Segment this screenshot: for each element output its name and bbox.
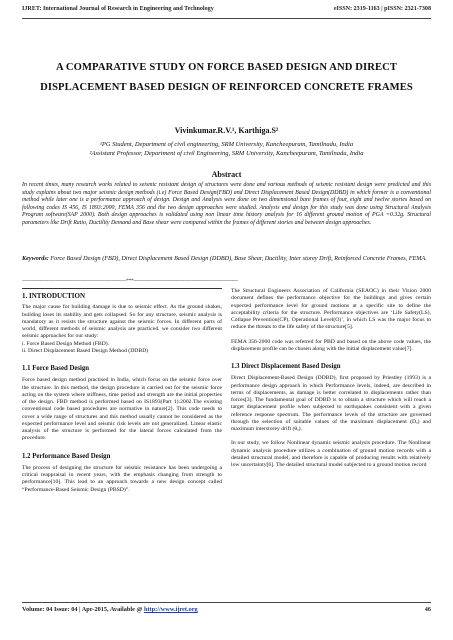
pbd-heading: 1.2 Performance Based Design bbox=[22, 452, 111, 460]
journal-issn: eISSN: 2319-1163 | pISSN: 2321-7308 bbox=[333, 6, 431, 12]
section-divider: --------------------------------------------------------------------***-------------------------------------------------------------------- bbox=[22, 278, 238, 284]
journal-header bbox=[22, 6, 431, 12]
fema-paragraph: FEMA 356-2000 code was referred for PBD and based on the above code values, the displacement profile can be chosen along with the initial displacement value[7]. bbox=[231, 338, 431, 352]
paper-title: A COMPARATIVE STUDY ON FORCE BASED DESIGN AND DIRECT DISPLACEMENT BASED DESIGN OF REINFORCED CONCRETE FRAMES bbox=[40, 62, 413, 93]
pbd-paragraph: The process of designing the structure for seismic resistance has been undergoing a critical reappraisal in recent years, with the emphasis changing from strength to performance[10]. This lead to an approach towards a new design concept called “Performance-Based Seismic Design (PBSD)”. bbox=[22, 464, 222, 493]
page-footer bbox=[22, 606, 431, 613]
intro-heading: 1. INTRODUCTION bbox=[22, 292, 86, 300]
paper-authors: Vivinkumar.R.V.¹, Karthiga.S² bbox=[174, 126, 279, 135]
fbd-paragraph: Force based design method practised in India, which focus on the seismic force over the structure. In this method, the design procedure is carried out for the seismic force acting on the system where stiffness, time period and strength are the initial properties of the design. FBD method is performed based on IS1893(Part 1):2002.The existing conventional code based procedures are normative in nature[2]. This code needs to cover a wide range of structures and this method usually cannot be considered as the expected performance level and seismic risk levels are not generalized. Linear elastic analysis of the structure is performed for the lateral forces calculated from the procedure. bbox=[22, 377, 222, 442]
page-number: 46 bbox=[424, 606, 431, 613]
intro-paragraph: The major cause for building damage is due to seismic effect. As the ground shakes, building loses its stability and gets collapsed. So for any structure, seismic analysis is mandatory as it resists the structure against the seismic forces. In different parts of world, different methods of seismic analysis are practiced. we consider two different seismic approaches for our study: bbox=[22, 304, 222, 340]
affiliation-2: ²Assistant Professor, Department of civil Engineering, SRM University, Kancheepuram, Tamilnadu, India bbox=[89, 150, 364, 157]
footer-volume-text: Volume: 04 Issue: 04 | Apr-2015, Available @ bbox=[22, 606, 144, 613]
intro-list-item-1: i. Force Based Design Method (FBD). bbox=[22, 340, 110, 347]
journal-name: IJRET: International Journal of Research in Engineering and Technology bbox=[22, 6, 214, 12]
affiliation-1: ¹PG Student, Department of civil engineering, SRM University, Kancheepuram, Tamilnadu, India bbox=[99, 141, 354, 148]
ddbd-heading: 1.3 Direct Displacement Based Design bbox=[231, 363, 341, 370]
keywords bbox=[22, 255, 431, 264]
abstract-heading: Abstract bbox=[211, 170, 242, 179]
left-column bbox=[22, 288, 222, 501]
ddbd-paragraph: Direct Displacement-Based Design (DDBD), first proposed by Priestley (1993) is a performance design approach in which Performance levels, indeed, are described in terms of displacements, as damage is better correlated to displacements rather than forces[3]. The fundamental goal of DDBD is to obtain a structure which will reach a target displacement profile when subjected to earthquakes consistent with a given reference response spectrum. The performance levels of the structure are governed through the selection of suitable values of the maximum displacement (Dₐ) and maximum interstorey drift (θₐ). bbox=[231, 375, 431, 432]
abstract-text: In recent times, many research works related to seismic resistant design of structures were done and various methods of seismic resistant design were predicted and this study explains about two major seismic design methods (i.e) Force Based Design(FBD) and Direct Displacement Based Design(DDBD) in which former is a conventional method while later one is a performance approach of design. Design and Analysis were done on two dimensional bare frames of four, eight and twelve stories based on following codes IS 456, IS 1893:2000, FEMA 356 and the two design approaches were studied. Analysis and design for this study was done using Structural Analysis Program software(SAP 2000). Both design approaches is validated using non linear time history analysis for 16 different ground motion of PGA =0.32g. Structural parameters like Drift Ratio, Ductility Demand and Base shear were compared within the frames of different stories and between design approaches. bbox=[22, 182, 431, 226]
footer-volume bbox=[22, 606, 198, 613]
journal-link[interactable]: http://www.ijret.org bbox=[143, 606, 198, 613]
right-column bbox=[231, 288, 431, 476]
header-rule bbox=[22, 18, 431, 19]
nonlinear-paragraph: In our study, we follow Nonlinear dynamic seismic analysis procedure. The Nonlinear dynamic analysis procedure utilizes a combination of ground motion records with a detailed structural model, and therefore is capable of producing results with relatively low uncertainty[6]. The detailed structural model subjected to a ground motion record bbox=[231, 440, 431, 468]
affiliations bbox=[22, 140, 431, 158]
keywords-label: Keywords: bbox=[22, 255, 49, 262]
seaoc-paragraph: The Structural Engineers Association of California (SEAOC) in their Vision 2000 document defines the performance objective for the buildings and gives certain expected performance level for ground motions at a specific site to define the acceptability criteria for the structure. Performance objectives are ‘Life Safety(LS), Collapse Prevention(CP), Operational Level(O)’, in which LS was the major focus to reduce the threats to the life safety of the structure[5]. bbox=[231, 288, 431, 331]
keywords-text: Force Based Design (FBD), Direct Displacement Based Design (DDBD), Base Shear, Ductility, Inter storey Drift, Reinforced Concrete Frames, FEMA. bbox=[50, 255, 427, 262]
intro-list-item-2: ii. Direct Displacement Based Design Method (DDBD) bbox=[22, 347, 149, 354]
fbd-heading: 1.1 Force Based Design bbox=[22, 365, 90, 372]
footer-rule bbox=[22, 602, 431, 603]
column-rule bbox=[22, 288, 222, 289]
